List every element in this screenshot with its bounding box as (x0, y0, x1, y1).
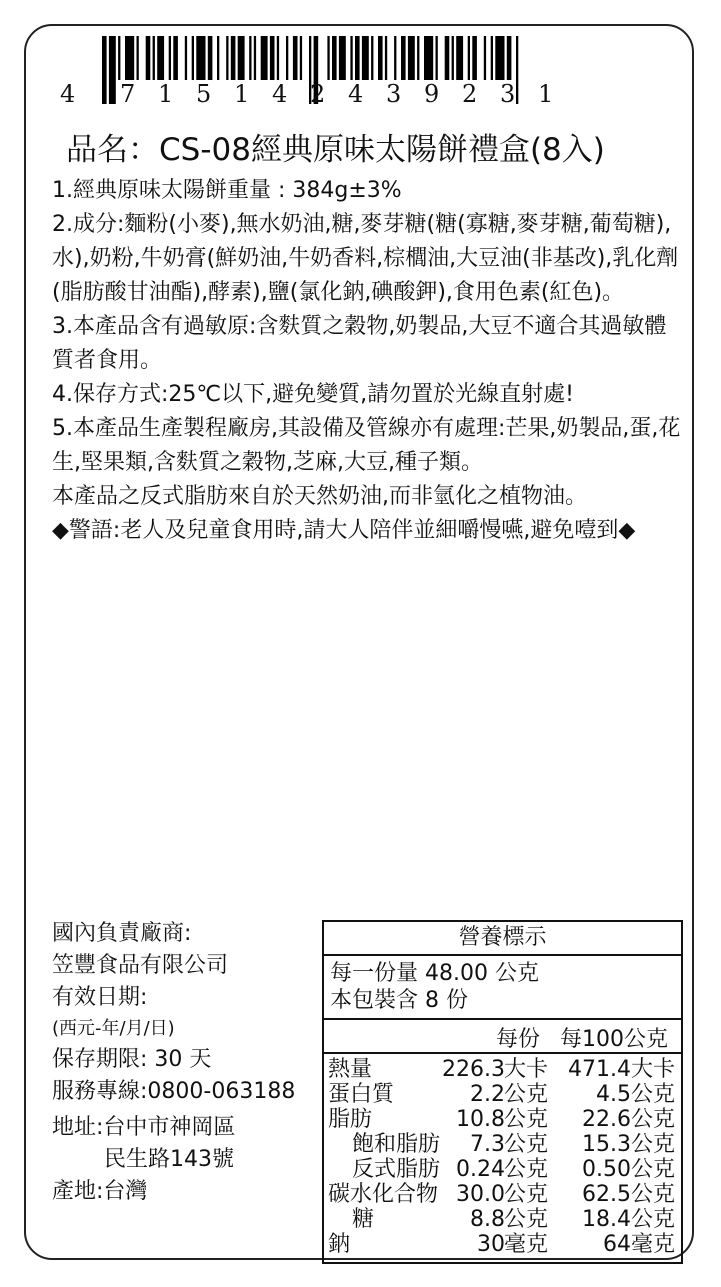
barcode-bar (261, 36, 268, 80)
barcode-bar (118, 36, 120, 80)
barcode-bar (270, 36, 275, 80)
nutrition-table (322, 920, 683, 1264)
manufacturer-info (52, 918, 322, 1208)
shelf-life: 保存期限: 30 天 (52, 1047, 212, 1072)
nutrition-row (324, 1082, 681, 1107)
per-serving-value: 10.8 (456, 1107, 505, 1132)
barcode-bar (192, 36, 194, 80)
barcode-bar (456, 36, 463, 80)
barcode-digit: 2 (310, 80, 326, 108)
per-100g-value: 18.4 (582, 1207, 631, 1232)
barcode-bar (137, 36, 139, 80)
expiry-label: 有效日期: (52, 985, 148, 1010)
barcode-bar (472, 36, 477, 80)
barcode-bar (495, 36, 504, 80)
barcode-bar (507, 36, 512, 80)
manufacturer-label: 國內負責廠商: (52, 921, 192, 946)
barcode-digit: 9 (424, 80, 440, 108)
per-serving-value: 7.3 (470, 1132, 505, 1157)
barcode-bar (300, 36, 302, 80)
barcode-digit: 1 (538, 80, 554, 108)
barcode-bar (401, 36, 406, 80)
barcode-bar (238, 36, 245, 80)
per-serving-value: 30.0 (456, 1182, 505, 1207)
address-line-1: 地址:台中市神岡區 (52, 1115, 236, 1140)
nutrition-title: 營養標示 (324, 922, 681, 956)
per-serving-value: 226.3 (442, 1057, 505, 1082)
nutrition-row (324, 1157, 681, 1182)
barcode-digit: 1 (158, 80, 174, 108)
nutrition-row (324, 1057, 681, 1082)
origin: 產地:台灣 (52, 1179, 148, 1204)
barcode-bar (231, 36, 236, 80)
per-100g-unit: 公克 (631, 1157, 676, 1182)
barcode-bar (350, 36, 352, 80)
col-per-100g: 每100公克 (560, 1027, 668, 1052)
per-100g-value: 15.3 (582, 1132, 631, 1157)
barcode-bar (185, 36, 187, 80)
nutrient-name: 蛋白質 (328, 1082, 395, 1107)
servings-per-package: 本包裝含 8 份 (330, 988, 468, 1013)
per-serving-value: 8.8 (470, 1207, 505, 1232)
barcode-bar (153, 36, 155, 80)
barcode-bar (169, 36, 171, 80)
barcode-bar (452, 36, 454, 80)
per-serving-unit: 公克 (504, 1132, 549, 1157)
per-100g-unit: 公克 (631, 1207, 676, 1232)
barcode-bar (385, 36, 387, 80)
nutrition-row (324, 1107, 681, 1132)
barcode-bar (254, 36, 256, 80)
barcode-bar (371, 36, 373, 80)
barcode-bar (332, 36, 337, 80)
barcode-bar (217, 36, 219, 80)
barcode-bar (196, 36, 205, 80)
barcode-bar (277, 36, 279, 80)
barcode-bar (408, 36, 415, 80)
barcode-digit: 4 (272, 80, 288, 108)
nutrition-rows (324, 1054, 681, 1257)
barcode-bar (394, 36, 396, 80)
barcode-bar (484, 36, 486, 80)
barcode-bar (208, 36, 213, 80)
per-serving-value: 0.24 (456, 1157, 505, 1182)
info-weight: 1.經典原味太陽餅重量 : 384g±3% (52, 178, 402, 203)
col-per-serving: 每份 (496, 1027, 541, 1052)
per-100g-unit: 公克 (631, 1107, 676, 1132)
info-warning: ◆警語:老人及兒童食用時,請大人陪伴並細嚼慢嚥,避免噎到◆ (52, 518, 636, 543)
per-serving-unit: 公克 (504, 1182, 549, 1207)
barcode-bar (125, 36, 134, 80)
per-100g-value: 22.6 (582, 1107, 631, 1132)
per-serving-unit: 大卡 (504, 1057, 549, 1082)
service-hotline: 服務專線:0800-063188 (52, 1079, 296, 1104)
serving-size: 每一份量 48.00 公克 (330, 961, 539, 986)
nutrient-name: 碳水化合物 (328, 1182, 439, 1207)
barcode-bar (293, 36, 298, 80)
barcode-bar (436, 36, 438, 80)
address-line-2: 民生路143號 (104, 1147, 234, 1172)
nutrition-column-headers (324, 1020, 681, 1054)
per-100g-value: 62.5 (582, 1182, 631, 1207)
barcode-digit: 4 (348, 80, 364, 108)
barcode-bar (339, 36, 346, 80)
per-100g-value: 4.5 (596, 1082, 631, 1107)
nutrition-serving-info (324, 956, 681, 1020)
barcode-bar (146, 36, 151, 80)
barcode-bar (327, 36, 329, 80)
nutrition-row (324, 1182, 681, 1207)
barcode-bar (378, 36, 383, 80)
barcode-digit: 4 (60, 80, 76, 108)
info-trans-fat: 本產品之反式脂肪來自於天然奶油,而非氫化之植物油。 (52, 484, 587, 509)
per-serving-value: 30 (477, 1232, 505, 1257)
barcode-bar (157, 36, 164, 80)
nutrient-name: 熱量 (328, 1057, 373, 1082)
per-100g-value: 471.4 (568, 1057, 631, 1082)
per-100g-unit: 公克 (631, 1082, 676, 1107)
nutrition-row (324, 1132, 681, 1157)
manufacturer-name: 笠豐食品有限公司 (52, 953, 229, 978)
per-100g-unit: 大卡 (631, 1057, 676, 1082)
barcode-digit: 7 (120, 80, 136, 108)
barcode-bar (417, 36, 419, 80)
per-100g-value: 0.50 (582, 1157, 631, 1182)
per-serving-unit: 毫克 (504, 1232, 549, 1257)
barcode-bar (355, 36, 360, 80)
barcode-digit: 1 (234, 80, 250, 108)
nutrition-row (324, 1232, 681, 1257)
info-allergens: 3.本產品含有過敏原:含麩質之穀物,奶製品,大豆不適合其過敏體質者食用。 (52, 314, 667, 373)
per-100g-value: 64 (603, 1232, 631, 1257)
barcode-bar (173, 36, 178, 80)
barcode-digit: 3 (500, 80, 516, 108)
product-title: 品名：CS-08經典原味太陽餅禮盒(8入) (66, 132, 605, 168)
nutrient-name: 鈉 (328, 1232, 351, 1257)
per-100g-unit: 毫克 (631, 1232, 676, 1257)
info-facility: 5.本產品生產製程廠房,其設備及管線亦有處理:芒果,奶製品,蛋,花生,堅果類,含麩質之穀物,芝麻,大豆,種子類。 (52, 416, 681, 475)
barcode-digit: 5 (196, 80, 212, 108)
per-serving-unit: 公克 (504, 1157, 549, 1182)
barcode-bar (249, 36, 251, 80)
barcode-digit: 3 (386, 80, 402, 108)
barcode-bar (445, 36, 450, 80)
info-list (52, 174, 682, 548)
nutrient-name: 糖 (352, 1207, 375, 1232)
per-serving-unit: 公克 (504, 1107, 549, 1132)
per-serving-value: 2.2 (470, 1082, 505, 1107)
barcode-bar (424, 36, 433, 80)
barcode-digits (56, 80, 554, 108)
nutrient-name: 脂肪 (328, 1107, 373, 1132)
per-100g-unit: 公克 (631, 1182, 676, 1207)
barcode-digit: 2 (462, 80, 478, 108)
expiry-format: (西元-年/月/日) (52, 1018, 175, 1039)
info-ingredients: 2.成分:麵粉(小麥),無水奶油,糖,麥芽糖(糖(寡糖,麥芽糖,葡萄糖),水),奶粉,牛奶膏(鮮奶油,牛奶香料,棕櫚油,大豆油(非基改),乳化劑(脂肪酸甘油酯),酵素),鹽(氯化鈉,碘酸鉀),食用色素(紅色)。 (52, 212, 679, 305)
barcode-bar (362, 36, 369, 80)
per-serving-unit: 公克 (504, 1207, 549, 1232)
barcode-bar (491, 36, 493, 80)
barcode-bar (468, 36, 470, 80)
per-serving-unit: 公克 (504, 1082, 549, 1107)
barcode-bar (286, 36, 288, 80)
nutrient-name: 反式脂肪 (352, 1157, 441, 1182)
barcode-bar (226, 36, 228, 80)
nutrient-name: 飽和脂肪 (352, 1132, 441, 1157)
nutrition-row (324, 1207, 681, 1232)
info-storage: 4.保存方式:25℃以下,避免變質,請勿置於光線直射處! (52, 382, 574, 407)
per-100g-unit: 公克 (631, 1132, 676, 1157)
